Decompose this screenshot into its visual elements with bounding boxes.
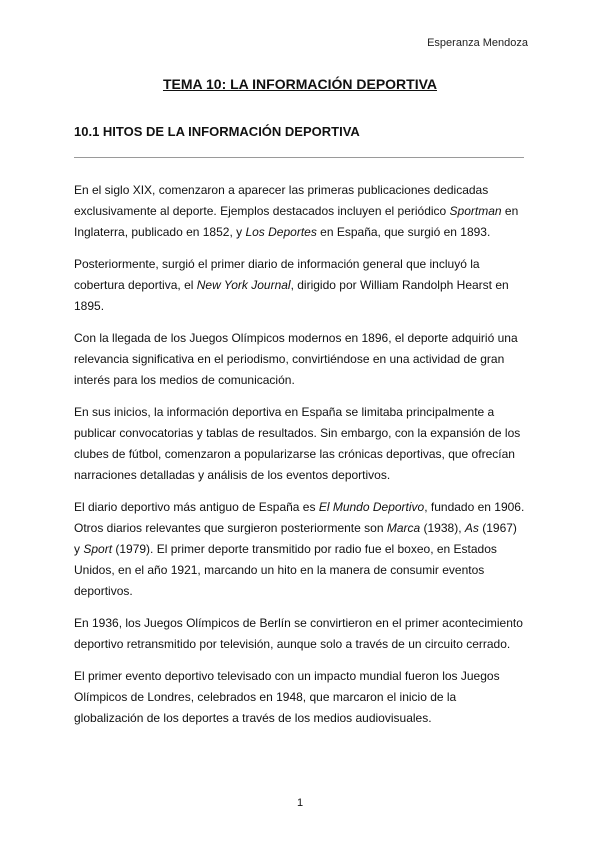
text-run: (1979). El primer deporte transmitido por radio fue el boxeo, en Estados Unidos, en el año 1921, marcando un hito en la manera de consumir eventos deportivos. xyxy=(74,542,497,598)
text-run: En sus inicios, la información deportiva en España se limitaba principalmente a publicar convocatorias y tablas de resultados. Sin embargo, con la expansión de los clubes de fútbol, comenzaron a popularizarse las crónicas deportivas, que ofrecían narraciones detalladas y análisis de los eventos deportivos. xyxy=(74,405,521,482)
text-run: , fundado en 1906. Otros diarios relevantes que surgieron posteriormente son xyxy=(74,500,525,535)
italic-title: Los Deportes xyxy=(245,225,317,239)
paragraph xyxy=(74,180,526,243)
text-run: En el siglo XIX, comenzaron a aparecer las primeras publicaciones dedicadas exclusivamente al deporte. Ejemplos destacados incluyen el periódico xyxy=(74,183,489,218)
italic-title: Marca xyxy=(386,521,421,535)
page-title: TEMA 10: LA INFORMACIÓN DEPORTIVA xyxy=(162,76,438,92)
text-run: Posteriormente, surgió el primer diario de información general que incluyó la cobertura deportiva, el xyxy=(74,257,480,292)
text-run: en España, que surgió en 1893. xyxy=(316,225,491,239)
body-text xyxy=(74,180,526,740)
text-run: El primer evento deportivo televisado con un impacto mundial fueron los Juegos Olímpicos de Londres, celebrados en 1948, que marcaron el inicio de la globalización de los deportes a través de los medios audiovisuales. xyxy=(74,669,500,725)
paragraph xyxy=(74,254,526,317)
section-divider xyxy=(74,157,524,158)
paragraph xyxy=(74,613,526,655)
section-heading: 10.1 HITOS DE LA INFORMACIÓN DEPORTIVA xyxy=(74,124,360,139)
text-run: en Inglaterra, publicado en 1852, y xyxy=(74,204,519,239)
paragraph xyxy=(74,402,526,486)
italic-title: Sport xyxy=(83,542,113,556)
paragraph xyxy=(74,497,526,602)
text-run: El diario deportivo más antiguo de España es xyxy=(74,500,319,514)
italic-title: As xyxy=(464,521,479,535)
paragraph xyxy=(74,328,526,391)
italic-title: New York Journal xyxy=(196,278,291,292)
page-number: 1 xyxy=(296,797,304,809)
text-run: Con la llegada de los Juegos Olímpicos modernos en 1896, el deporte adquirió una relevancia significativa en el periodismo, convirtiéndose en una actividad de gran interés para los medios de comunicación. xyxy=(74,331,518,387)
text-run: En 1936, los Juegos Olímpicos de Berlín se convirtieron en el primer acontecimiento deportivo retransmitido por televisión, aunque solo a través de un circuito cerrado. xyxy=(74,616,523,651)
paragraph xyxy=(74,666,526,729)
italic-title: El Mundo Deportivo xyxy=(318,500,425,514)
text-run: , dirigido por William Randolph Hearst en 1895. xyxy=(74,278,509,313)
header-author: Esperanza Mendoza xyxy=(427,37,528,49)
text-run: (1938), xyxy=(420,521,465,535)
text-run: (1967) y xyxy=(74,521,517,556)
italic-title: Sportman xyxy=(449,204,502,218)
